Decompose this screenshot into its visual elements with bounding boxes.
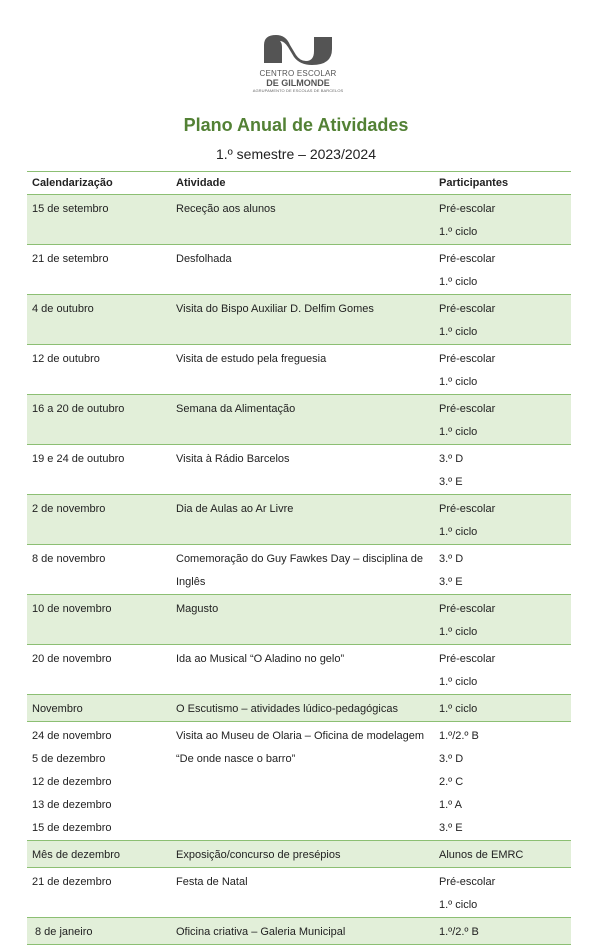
activity-cell: [171, 345, 434, 395]
date-cell-line: 10 de novembro: [32, 603, 112, 615]
participants-cell: [434, 445, 571, 495]
date-cell: [27, 722, 171, 841]
date-cell: [27, 545, 171, 595]
table-row: [27, 245, 571, 295]
activity-cell-line: Visita do Bispo Auxiliar D. Delfim Gomes: [176, 303, 374, 315]
participants-cell-line: 3.º E: [439, 822, 463, 834]
date-cell-line: 2 de novembro: [32, 503, 106, 515]
participants-cell: [434, 295, 571, 345]
table-row: [27, 295, 571, 345]
participants-cell: [434, 868, 571, 918]
date-cell-line: 13 de dezembro: [32, 799, 112, 811]
header-participants: Participantes: [434, 172, 571, 195]
activity-cell-line: Exposição/concurso de presépios: [176, 849, 341, 861]
activity-cell-line: Ida ao Musical “O Aladino no gelo”: [176, 653, 345, 665]
activity-cell-line: O Escutismo – atividades lúdico-pedagógicas: [176, 703, 398, 715]
participants-cell-line: 3.º D: [439, 753, 464, 765]
participants-cell: [434, 495, 571, 545]
date-cell-line: 15 de dezembro: [32, 822, 112, 834]
table-row: [27, 445, 571, 495]
date-cell-line: Novembro: [32, 703, 83, 715]
activity-cell: [171, 918, 434, 945]
participants-cell-line: 1.º/2.º B: [439, 730, 479, 742]
activity-cell: [171, 722, 434, 841]
header-calendar: Calendarização: [27, 172, 171, 195]
wave-logo-icon: [260, 33, 336, 67]
participants-cell-line: 3.º E: [439, 576, 463, 588]
participants-cell-line: 1.º ciclo: [439, 703, 478, 715]
table-row: [27, 395, 571, 445]
activity-cell-line: Comemoração do Guy Fawkes Day – disciplina de: [176, 553, 424, 565]
date-cell-line: 8 de janeiro: [35, 926, 93, 938]
table-row: [27, 195, 571, 245]
participants-cell-line: 1.º ciclo: [439, 326, 478, 338]
date-cell: [27, 495, 171, 545]
activity-cell: [171, 645, 434, 695]
participants-cell: [434, 695, 571, 722]
activity-cell: [171, 245, 434, 295]
participants-cell: [434, 841, 571, 868]
activity-cell-line: Oficina criativa – Galeria Municipal: [176, 926, 346, 938]
participants-cell-line: 1.º ciclo: [439, 526, 478, 538]
page-subtitle: 1.º semestre – 2023/2024: [216, 146, 376, 162]
table-row: [27, 495, 571, 545]
participants-cell-line: 1.º ciclo: [439, 899, 478, 911]
activity-cell: [171, 695, 434, 722]
activity-cell: [171, 841, 434, 868]
participants-cell: [434, 595, 571, 645]
date-cell-line: 16 a 20 de outubro: [32, 403, 125, 415]
participants-cell: [434, 245, 571, 295]
activity-cell: [171, 545, 434, 595]
participants-cell: [434, 918, 571, 945]
participants-cell: [434, 722, 571, 841]
date-cell-line: 12 de dezembro: [32, 776, 112, 788]
activity-cell: [171, 868, 434, 918]
table-header-row: [27, 172, 571, 195]
participants-cell-line: Pré-escolar: [439, 653, 496, 665]
activity-cell-line: Visita à Rádio Barcelos: [176, 453, 290, 465]
participants-cell-line: Pré-escolar: [439, 876, 496, 888]
participants-cell: [434, 395, 571, 445]
date-cell-line: 24 de novembro: [32, 730, 112, 742]
date-cell-line: 21 de dezembro: [32, 876, 112, 888]
participants-cell-line: 1.º ciclo: [439, 426, 478, 438]
logo-line-3: AGRUPAMENTO DE ESCOLAS DE BARCELOS: [252, 88, 344, 93]
table-row: [27, 645, 571, 695]
participants-cell-line: 1.º ciclo: [439, 376, 478, 388]
activity-cell: [171, 195, 434, 245]
participants-cell: [434, 645, 571, 695]
date-cell-line: 12 de outubro: [32, 353, 100, 365]
page-title: Plano Anual de Atividades: [183, 115, 409, 135]
participants-cell-line: 1.º ciclo: [439, 226, 478, 238]
date-cell: [27, 445, 171, 495]
date-cell: [27, 395, 171, 445]
participants-cell-line: Alunos de EMRC: [439, 849, 524, 861]
activity-cell: [171, 445, 434, 495]
participants-cell: [434, 545, 571, 595]
date-cell: [27, 195, 171, 245]
participants-cell-line: Pré-escolar: [439, 603, 496, 615]
date-cell: [27, 868, 171, 918]
participants-cell-line: 3.º D: [439, 553, 464, 565]
date-cell-line: 4 de outubro: [32, 303, 94, 315]
participants-cell-line: 1.º/2.º B: [439, 926, 479, 938]
activity-cell-line: Visita de estudo pela freguesia: [176, 353, 327, 365]
participants-cell-line: 1.º ciclo: [439, 676, 478, 688]
date-cell: [27, 841, 171, 868]
participants-cell-line: 1.º ciclo: [439, 276, 478, 288]
table-row: [27, 918, 571, 945]
date-cell: [27, 295, 171, 345]
participants-cell-line: 3.º E: [439, 476, 463, 488]
participants-cell-line: Pré-escolar: [439, 253, 496, 265]
participants-cell-line: 1.º ciclo: [439, 626, 478, 638]
date-cell-line: 5 de dezembro: [32, 753, 106, 765]
table-row: [27, 841, 571, 868]
header-activity: Atividade: [171, 172, 434, 195]
participants-cell-line: 1.º A: [439, 799, 462, 811]
activity-cell-line: Visita ao Museu de Olaria – Oficina de modelagem: [176, 730, 425, 742]
date-cell: [27, 695, 171, 722]
school-logo: [250, 33, 346, 103]
participants-cell-line: Pré-escolar: [439, 303, 496, 315]
participants-cell: [434, 195, 571, 245]
participants-cell-line: Pré-escolar: [439, 403, 496, 415]
date-cell-line: 15 de setembro: [32, 203, 109, 215]
activity-cell: [171, 295, 434, 345]
activity-cell-line: Dia de Aulas ao Ar Livre: [176, 503, 294, 515]
activity-cell-line: Inglês: [176, 576, 206, 588]
date-cell-line: 20 de novembro: [32, 653, 112, 665]
date-cell-line: 19 e 24 de outubro: [32, 453, 125, 465]
participants-cell-line: Pré-escolar: [439, 503, 496, 515]
logo-line-2: DE GILMONDE: [266, 78, 330, 88]
date-cell: [27, 595, 171, 645]
table-row: [27, 695, 571, 722]
date-cell-line: 21 de setembro: [32, 253, 109, 265]
table-row: [27, 868, 571, 918]
date-cell: [27, 918, 171, 945]
table-row: [27, 595, 571, 645]
table-row: [27, 345, 571, 395]
table-row: [27, 722, 571, 841]
activity-cell-line: “De onde nasce o barro”: [176, 753, 296, 765]
activity-cell-line: Desfolhada: [176, 253, 232, 265]
activity-cell-line: Festa de Natal: [176, 876, 248, 888]
activities-table: [27, 171, 571, 945]
participants-cell: [434, 345, 571, 395]
participants-cell-line: Pré-escolar: [439, 353, 496, 365]
activity-cell: [171, 495, 434, 545]
activity-cell: [171, 395, 434, 445]
date-cell: [27, 245, 171, 295]
activity-cell: [171, 595, 434, 645]
date-cell-line: Mês de dezembro: [32, 849, 121, 861]
activity-cell-line: Semana da Alimentação: [176, 403, 296, 415]
activity-cell-line: Receção aos alunos: [176, 203, 276, 215]
activity-cell-line: Magusto: [176, 603, 219, 615]
date-cell: [27, 645, 171, 695]
date-cell-line: 8 de novembro: [32, 553, 106, 565]
date-cell: [27, 345, 171, 395]
participants-cell-line: 3.º D: [439, 453, 464, 465]
logo-line-1: CENTRO ESCOLAR: [259, 69, 337, 78]
participants-cell-line: Pré-escolar: [439, 203, 496, 215]
participants-cell-line: 2.º C: [439, 776, 464, 788]
table-row: [27, 545, 571, 595]
